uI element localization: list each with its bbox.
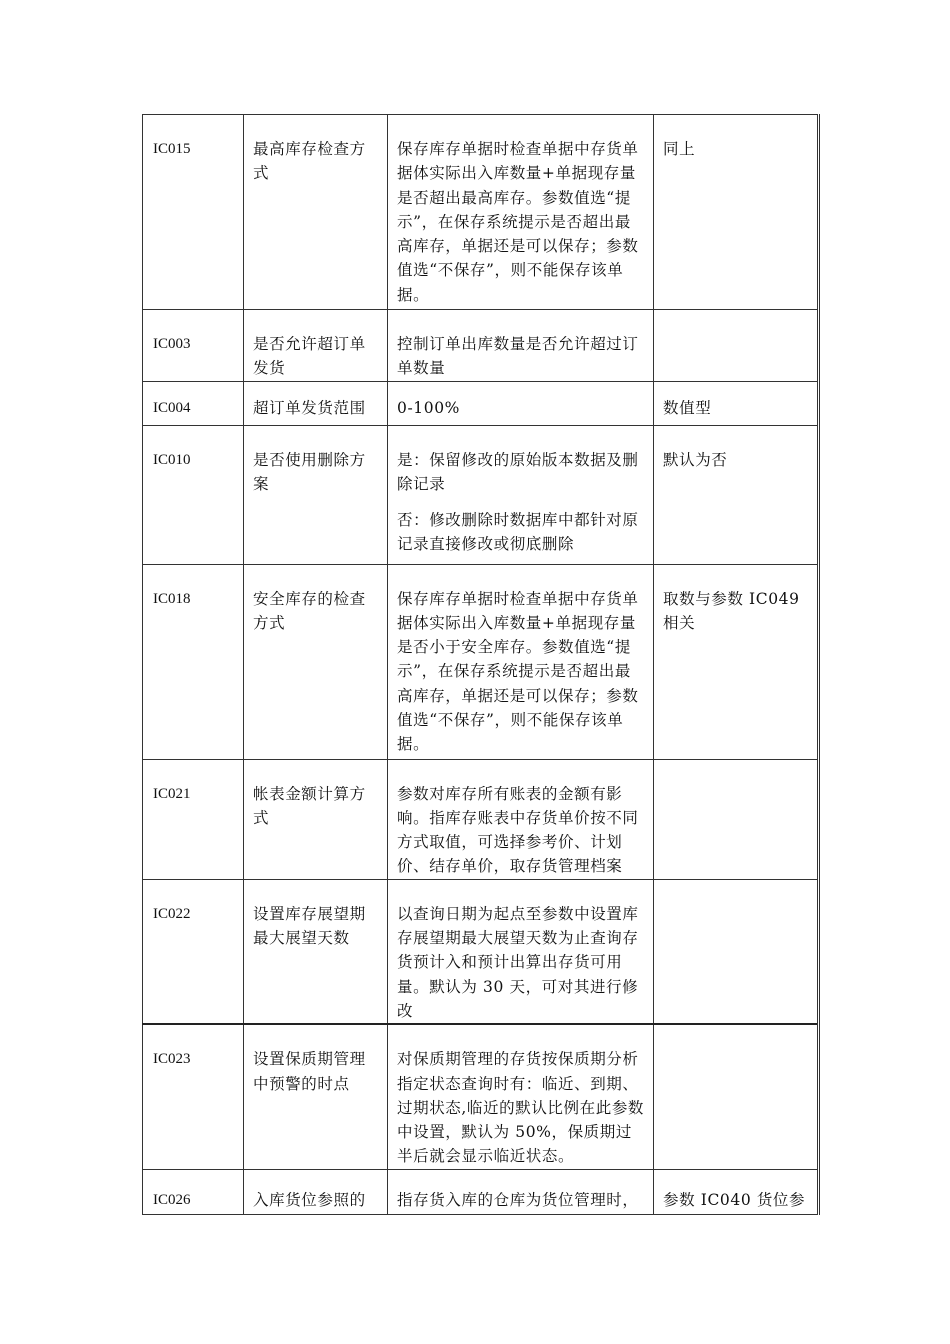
param-code-cell: IC026: [143, 1169, 244, 1214]
param-name-cell: 是否使用删除方案: [244, 425, 388, 564]
param-code-cell: IC023: [143, 1024, 244, 1169]
param-name-cell: 是否允许超订单发货: [244, 310, 388, 382]
table-row: [143, 759, 819, 879]
parameter-table: [142, 114, 820, 1215]
param-code-cell: IC022: [143, 879, 244, 1024]
table-row: [143, 310, 819, 382]
description-paragraph: 控制订单出库数量是否允许超过订单数量: [397, 335, 639, 378]
param-name-cell: 安全库存的检查方式: [244, 564, 388, 759]
table-row: [143, 381, 819, 425]
param-code-cell: IC004: [143, 381, 244, 425]
param-note-cell: [654, 759, 819, 879]
table-row: [143, 1169, 819, 1214]
param-code-cell: IC018: [143, 564, 244, 759]
table-row: [143, 879, 819, 1024]
param-note-cell: 默认为否: [654, 425, 819, 564]
param-description-cell: [388, 879, 654, 1024]
param-name-cell: 最高库存检查方式: [244, 115, 388, 310]
param-description-cell: [388, 1024, 654, 1169]
param-name-cell: 设置库存展望期最大展望天数: [244, 879, 388, 1024]
param-name-cell: 帐表金额计算方式: [244, 759, 388, 879]
table-row: [143, 564, 819, 759]
param-description-cell: [388, 310, 654, 382]
param-description-cell: [388, 564, 654, 759]
param-name-cell: 设置保质期管理中预警的时点: [244, 1024, 388, 1169]
param-note-cell: 同上: [654, 115, 819, 310]
param-description-cell: [388, 381, 654, 425]
param-code-cell: IC015: [143, 115, 244, 310]
param-note-cell: 取数与参数 IC049 相关: [654, 564, 819, 759]
param-description-cell: [388, 115, 654, 310]
param-note-cell: [654, 879, 819, 1024]
table-row: [143, 1024, 819, 1169]
description-paragraph: 否：修改删除时数据库中都针对原记录直接修改或彻底删除: [397, 511, 639, 554]
param-code-cell: IC003: [143, 310, 244, 382]
table-row: [143, 425, 819, 564]
description-paragraph: 0-100%: [397, 398, 461, 417]
param-description-cell: [388, 759, 654, 879]
param-description-cell: [388, 425, 654, 564]
description-paragraph: 参数对库存所有账表的金额有影响。指库存账表中存货单价按不同方式取值，可选择参考价、计划价、结存单价，取存货管理档案: [397, 784, 639, 876]
param-description-cell: [388, 1169, 654, 1214]
param-note-cell: 参数 IC040 货位参: [654, 1169, 819, 1214]
param-note-cell: 数值型: [654, 381, 819, 425]
description-paragraph: 指存货入库的仓库为货位管理时，: [397, 1190, 639, 1209]
param-note-cell: [654, 1024, 819, 1169]
param-name-cell: 超订单发货范围: [244, 381, 388, 425]
description-paragraph: 以查询日期为起点至参数中设置库存展望期最大展望天数为止查询存货预计入和预计出算出存货可用量。默认为 30 天，可对其进行修改: [397, 904, 639, 1020]
description-paragraph: 对保质期管理的存货按保质期分析指定状态查询时有：临近、到期、过期状态,临近的默认比例在此参数中设置，默认为 50%，保质期过半后就会显示临近状态。: [397, 1050, 645, 1166]
description-paragraph: 保存库存单据时检查单据中存货单据体实际出入库数量+单据现存量是否小于安全库存。参数值选“提示”，在保存系统提示是否超出最高库存，单据还是可以保存；参数值选“不保存”，则不能保存该单据。: [397, 589, 639, 754]
description-paragraph: 保存库存单据时检查单据中存货单据体实际出入库数量+单据现存量是否超出最高库存。参数值选“提示”，在保存系统提示是否超出最高库存，单据还是可以保存；参数值选“不保存”，则不能保存该单据。: [397, 140, 639, 304]
param-code-cell: IC010: [143, 425, 244, 564]
param-code-cell: IC021: [143, 759, 244, 879]
description-paragraph: 是：保留修改的原始版本数据及删除记录: [397, 450, 639, 493]
table-row: [143, 115, 819, 310]
param-name-cell: 入库货位参照的: [244, 1169, 388, 1214]
param-note-cell: [654, 310, 819, 382]
